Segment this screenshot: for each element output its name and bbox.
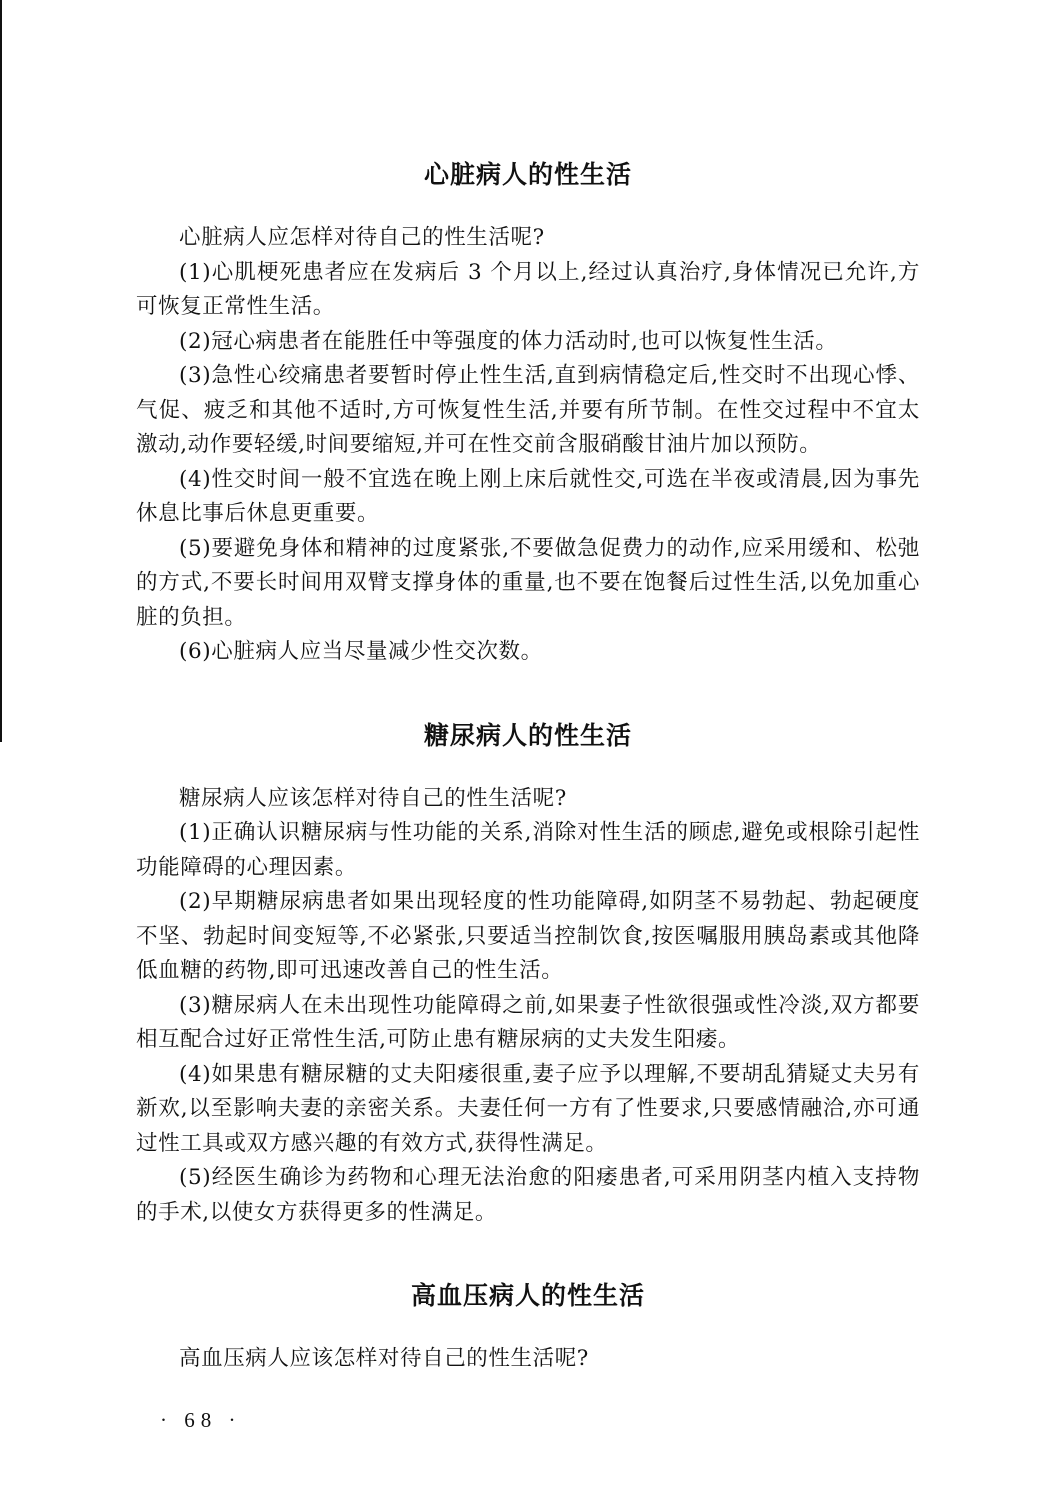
paragraph: (3)急性心绞痛患者要暂时停止性生活,直到病情稳定后,性交时不出现心悸、气促、疲乏和其他不适时,方可恢复性生活,并要有所节制。在性交过程中不宜太激动,动作要轻缓,时间要缩短,并可在性交前含服硝酸甘油片加以预防。 (136, 363, 920, 457)
paragraph: (5)经医生确诊为药物和心理无法治愈的阳痿患者,可采用阴茎内植入支持物的手术,以使女方获得更多的性满足。 (136, 1165, 920, 1225)
page-body (136, 155, 920, 1377)
section-heart-disease (136, 155, 920, 670)
paragraph: (1)心肌梗死患者应在发病后 3 个月以上,经过认真治疗,身体情况已允许,方可恢复正常性生活。 (136, 259, 920, 319)
paragraph: (6)心脏病人应当尽量减少性交次数。 (179, 639, 543, 664)
paragraph: (5)要避免身体和精神的过度紧张,不要做急促费力的动作,应采用缓和、松弛的方式,不要长时间用双臂支撑身体的重量,也不要在饱餐后过性生活,以免加重心脏的负担。 (136, 535, 920, 630)
paragraph: (2)冠心病患者在能胜任中等强度的体力活动时,也可以恢复性生活。 (179, 328, 838, 354)
paragraph: (2)早期糖尿病患者如果出现轻度的性功能障碍,如阴茎不易勃起、勃起硬度不坚、勃起时间变短等,不必紧张,只要适当控制饮食,按医嘱服用胰岛素或其他降低血糖的药物,即可迅速改善自己的性生活。 (136, 889, 920, 983)
section-diabetes (136, 716, 920, 1231)
page-number: · 68 · (160, 1408, 242, 1432)
paragraph: 心脏病人应怎样对待自己的性生活呢? (179, 225, 545, 250)
paragraph: 高血压病人应该怎样对待自己的性生活呢? (179, 1346, 589, 1371)
section-title: 心脏病人的性生活 (423, 160, 632, 189)
paragraph: 糖尿病人应该怎样对待自己的性生活呢? (179, 785, 567, 811)
section-title: 高血压病人的性生活 (410, 1281, 645, 1310)
paragraph: (3)糖尿病人在未出现性功能障碍之前,如果妻子性欲很强或性冷淡,双方都要相互配合过好正常性生活,可防止患有糖尿病的丈夫发生阳痿。 (136, 992, 920, 1052)
paragraph: (4)性交时间一般不宜选在晚上刚上床后就性交,可选在半夜或清晨,因为事先休息比事后休息更重要。 (136, 466, 920, 526)
paragraph: (4)如果患有糖尿糖的丈夫阳痿很重,妻子应予以理解,不要胡乱猜疑丈夫另有新欢,以至影响夫妻的亲密关系。夫妻任何一方有了性要求,只要感情融洽,亦可通过性工具或双方感兴趣的有效方式,获得性满足。 (136, 1061, 920, 1156)
paragraph: (1)正确认识糖尿病与性功能的关系,消除对性生活的顾虑,避免或根除引起性功能障碍的心理因素。 (136, 820, 920, 880)
scan-edge-rule (0, 0, 2, 742)
section-hypertension (136, 1276, 920, 1377)
section-title: 糖尿病人的性生活 (423, 720, 632, 750)
